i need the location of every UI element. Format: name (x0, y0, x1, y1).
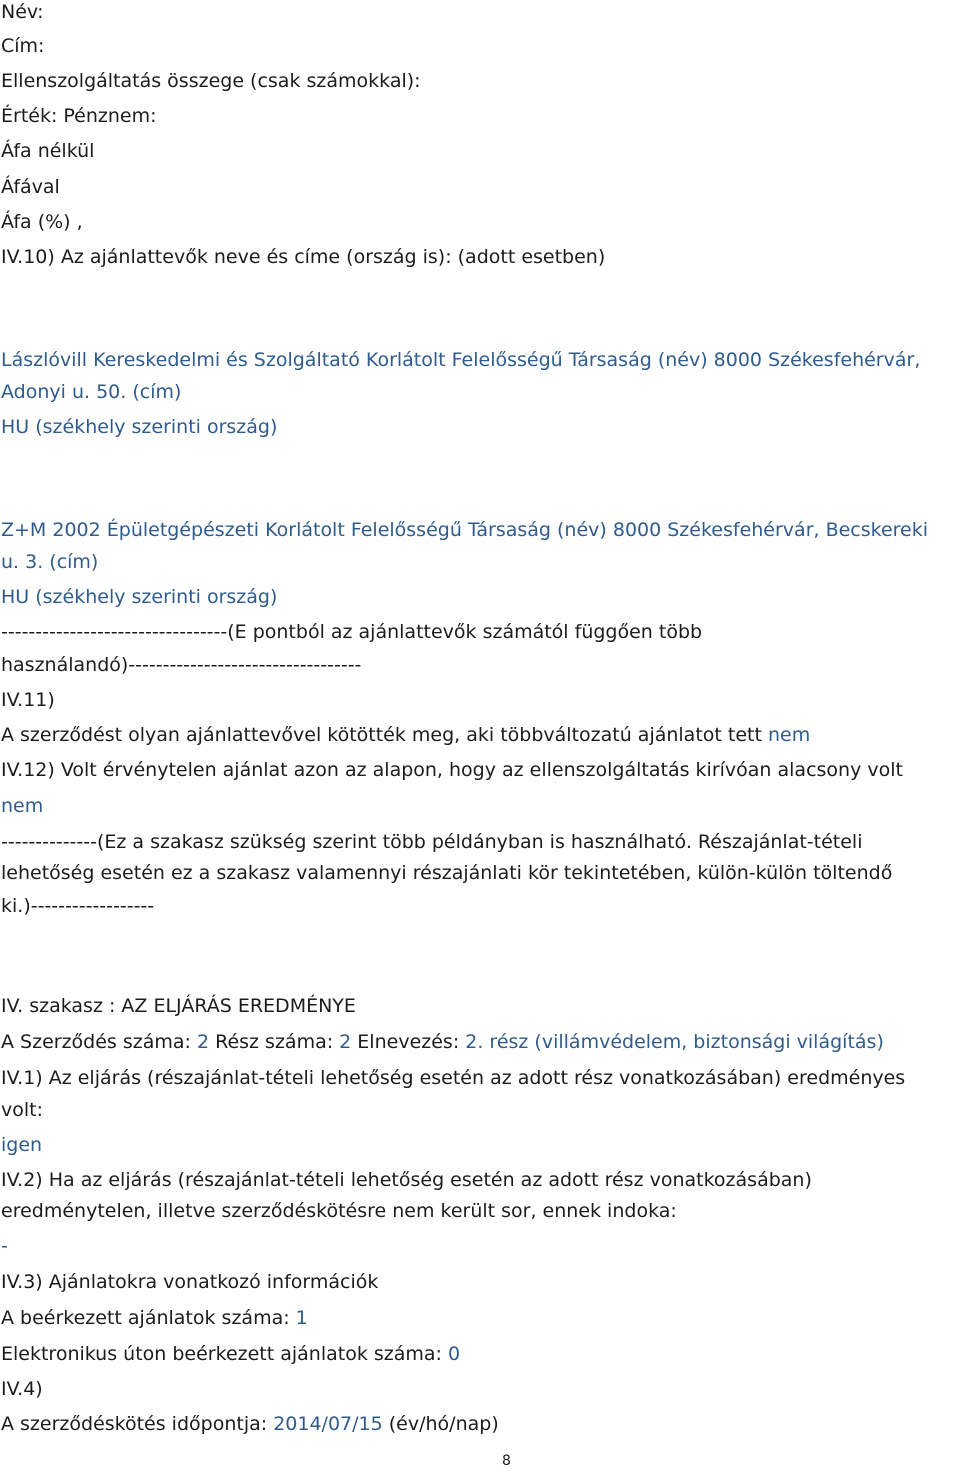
section-iv4-heading: IV.4) (1, 1378, 43, 1400)
field-consideration-label: Ellenszolgáltatás összege (csak számokkal): (1, 70, 421, 92)
field-value-currency-label: Érték: Pénznem: (1, 105, 157, 127)
section-iv1-question-line-1: IV.1) Az eljárás (részajánlat-tételi lehetőség esetén az adott rész vonatkozásában) eredményes (1, 1067, 906, 1089)
contract-number-label: A Szerződés száma: (1, 1031, 197, 1053)
lot-number-label: Rész száma: (209, 1031, 340, 1053)
bidder-1-name-line: Lászlóvill Kereskedelmi és Szolgáltató Korlátolt Felelősségű Társaság (név) 8000 Székesfehérvár, (1, 349, 921, 371)
section-iv2-question-line-2: eredménytelen, illetve szerződéskötésre nem került sor, ennek indoka: (1, 1200, 677, 1222)
contract-date-format: (év/hó/nap) (382, 1413, 499, 1435)
bidder-2-address-line: u. 3. (cím) (1, 551, 99, 573)
section-iv12-answer: nem (1, 795, 44, 817)
section-iv11-text (1, 723, 810, 747)
contract-number-value: 2 (196, 1031, 210, 1053)
section-iv2-answer: - (1, 1235, 8, 1257)
contract-date-line (1, 1412, 499, 1436)
electronic-offers-label: Elektronikus úton beérkezett ajánlatok száma: (1, 1343, 448, 1365)
electronic-offers-value: 0 (447, 1343, 461, 1365)
field-with-vat-label: Áfával (1, 176, 60, 198)
contract-info-line (1, 1030, 884, 1054)
received-offers-value: 1 (295, 1307, 308, 1329)
section-iv1-question-line-2: volt: (1, 1099, 43, 1121)
bidder-2-name-line: Z+M 2002 Épületgépészeti Korlátolt Felelősségű Társaság (név) 8000 Székesfehérvár, Becskereki (1, 519, 929, 541)
bidder-1-address-line: Adonyi u. 50. (cím) (1, 381, 182, 403)
lot-title-label: Elnevezés: (351, 1031, 466, 1053)
section-iv3-heading: IV.3) Ajánlatokra vonatkozó információk (1, 1271, 379, 1293)
contract-date-label: A szerződéskötés időpontja: (1, 1413, 274, 1435)
bidder-1-country-line: HU (székhely szerinti ország) (1, 416, 278, 438)
field-name-label: Név: (1, 1, 44, 23)
field-address-label: Cím: (1, 35, 45, 57)
section-iv-heading: IV. szakasz : AZ ELJÁRÁS EREDMÉNYE (1, 995, 356, 1017)
bidder-2-country-line: HU (székhely szerinti ország) (1, 586, 278, 608)
separator-note-line-5: ki.)------------------ (1, 895, 155, 917)
received-offers-line (1, 1306, 308, 1330)
separator-note-line-1: ---------------------------------(E pontból az ajánlattevők számától függően több (1, 621, 703, 643)
section-iv11-question: A szerződést olyan ajánlattevővel kötötték meg, aki többváltozatú ajánlatot tett (1, 724, 768, 746)
field-without-vat-label: Áfa nélkül (1, 140, 95, 162)
contract-date-value: 2014/07/15 (273, 1413, 383, 1435)
electronic-offers-line (1, 1342, 460, 1366)
section-iv1-answer: igen (1, 1134, 43, 1156)
section-iv10-heading: IV.10) Az ajánlattevők neve és címe (ország is): (adott esetben) (1, 246, 606, 268)
page-number: 8 (502, 1453, 511, 1469)
lot-title-value: 2. rész (villámvédelem, biztonsági világítás) (465, 1031, 884, 1053)
separator-note-line-2: használandó)---------------------------------- (1, 654, 362, 676)
received-offers-label: A beérkezett ajánlatok száma: (1, 1307, 296, 1329)
field-vat-percent-label: Áfa (%) , (1, 211, 83, 233)
section-iv11-answer: nem (767, 724, 811, 746)
section-iv12-question: IV.12) Volt érvénytelen ajánlat azon az alapon, hogy az ellenszolgáltatás kirívóan alacsony volt (1, 759, 903, 781)
separator-note-line-4: lehetőség esetén ez a szakasz valamennyi részajánlati kör tekintetében, külön-külön töltendő (1, 862, 893, 884)
section-iv2-question-line-1: IV.2) Ha az eljárás (részajánlat-tételi lehetőség esetén az adott rész vonatkozásában) (1, 1169, 812, 1191)
separator-note-line-3: --------------(Ez a szakasz szükség szerint több példányban is használható. Részajánlat-tételi (1, 831, 863, 853)
lot-number-value: 2 (339, 1031, 352, 1053)
section-iv11-heading: IV.11) (1, 689, 55, 711)
